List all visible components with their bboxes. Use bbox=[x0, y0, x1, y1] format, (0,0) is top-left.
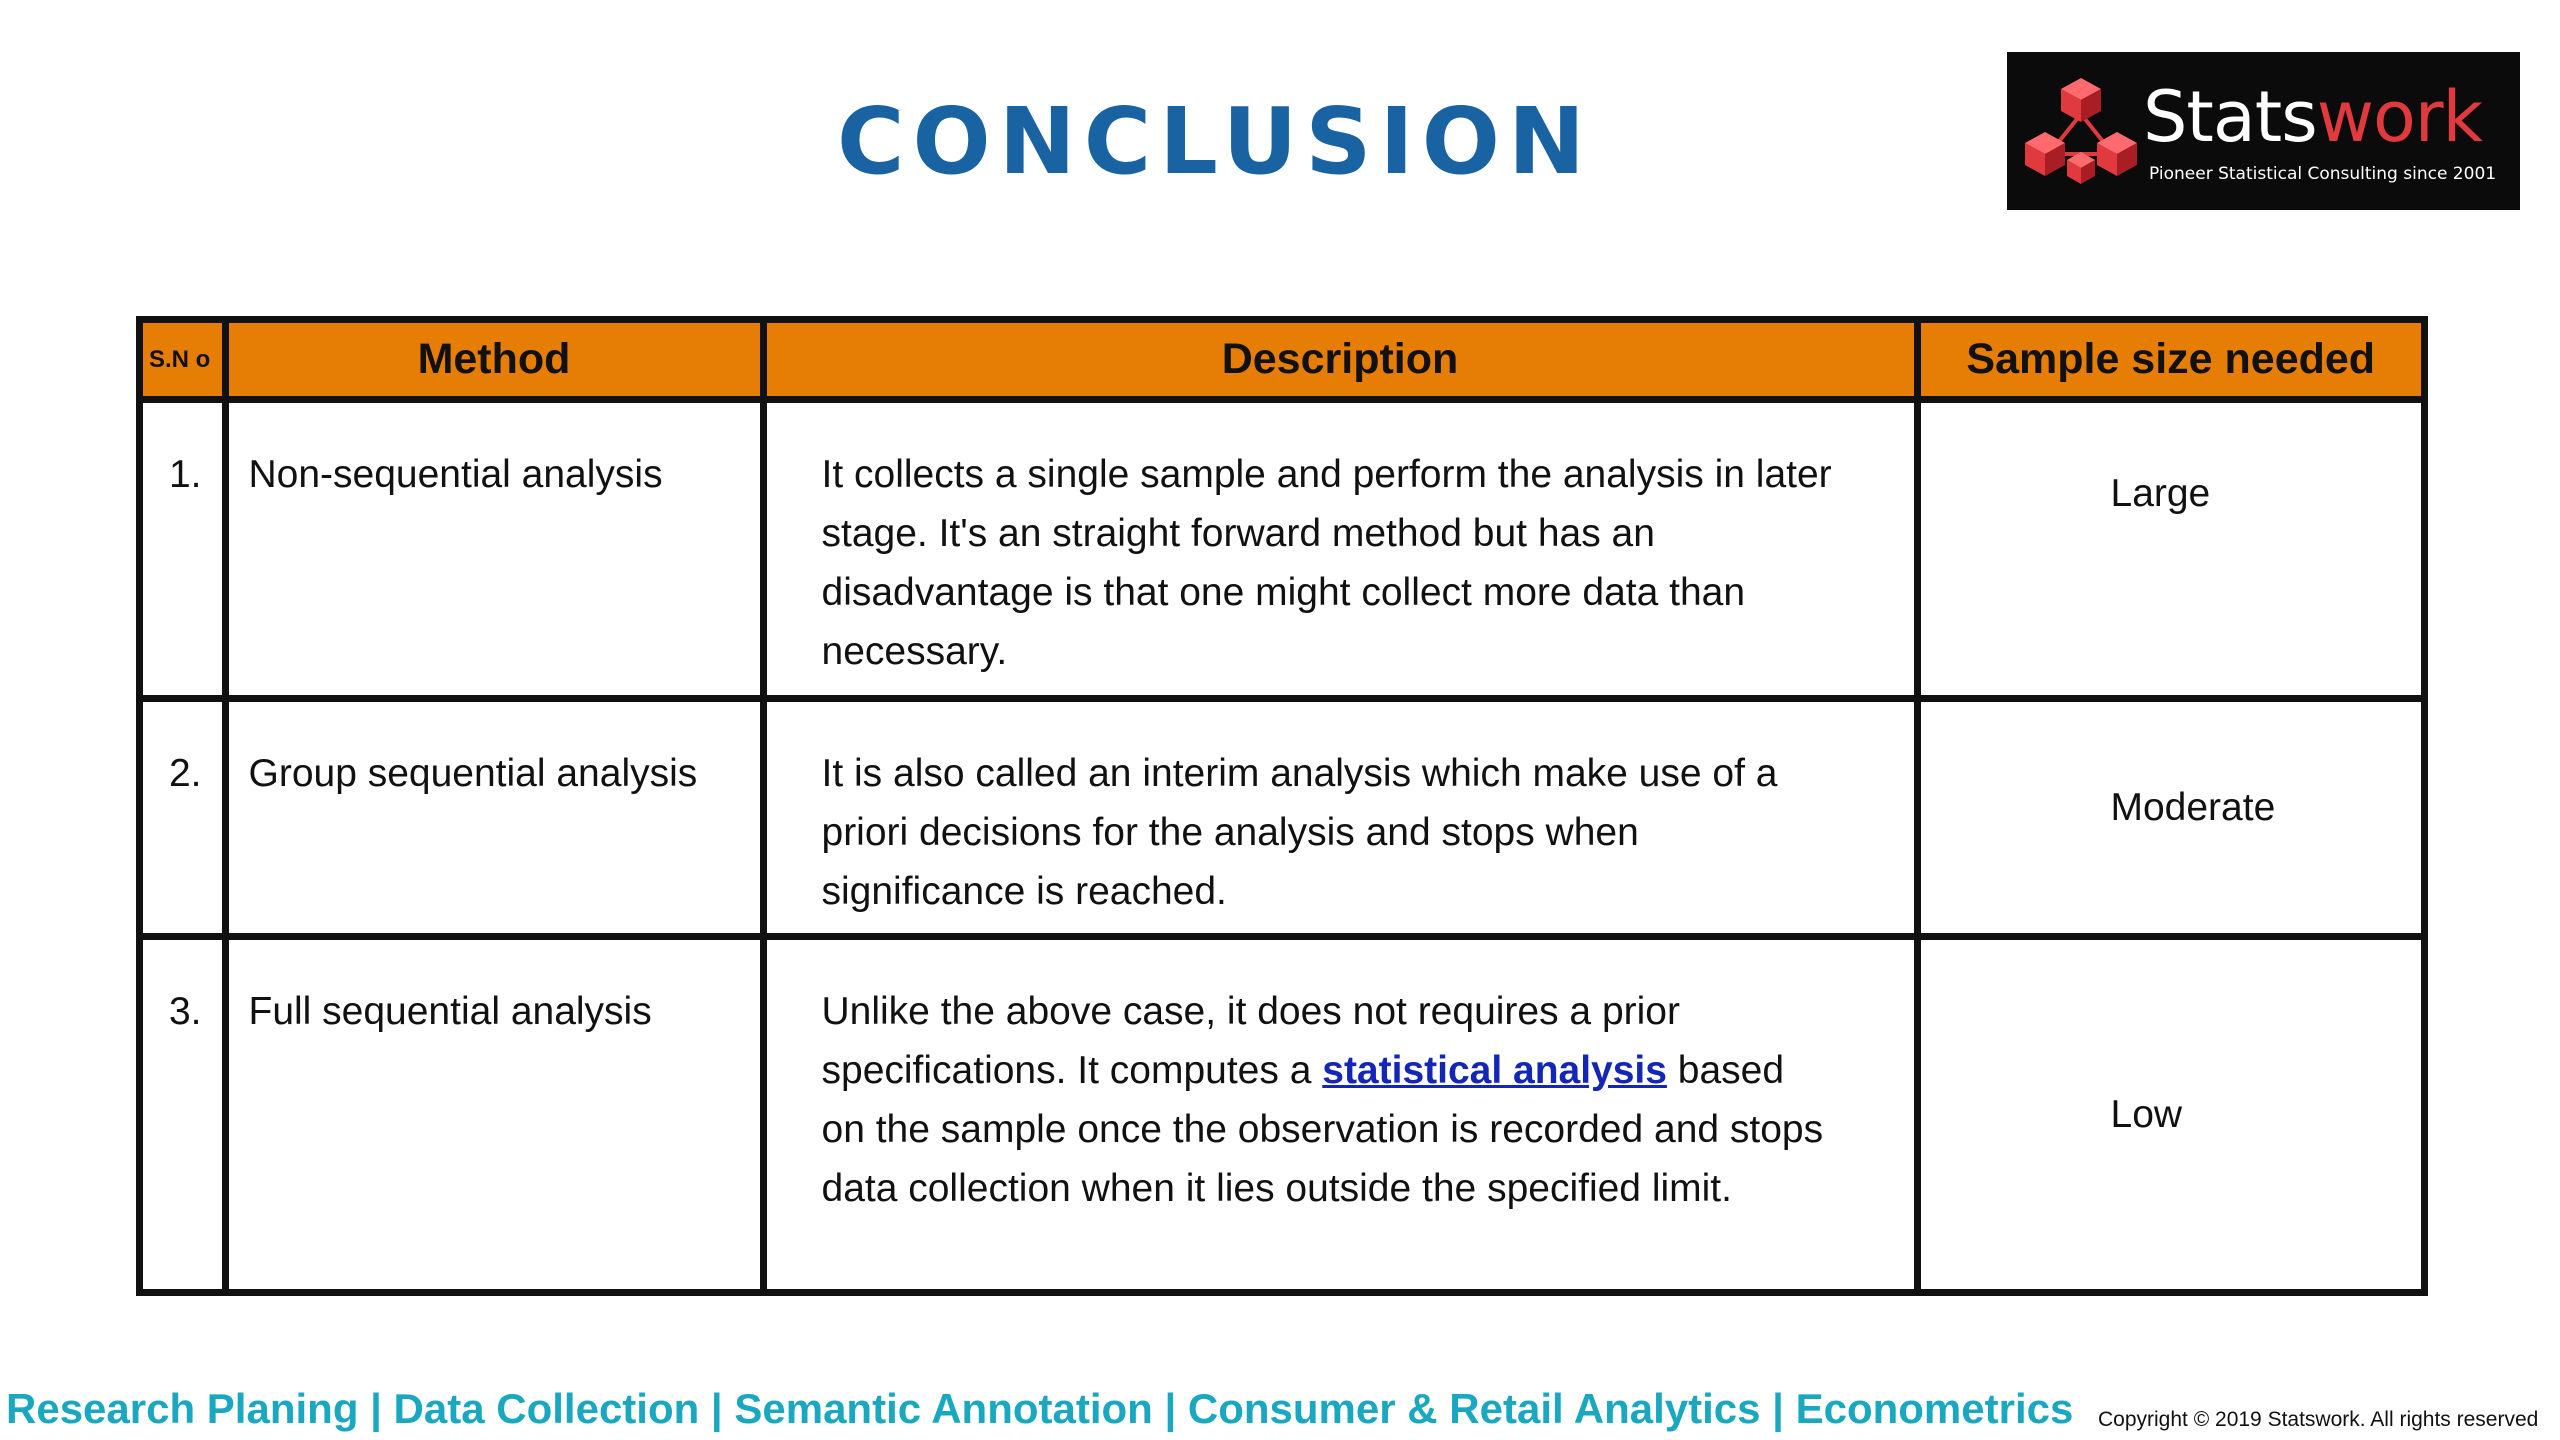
row-description: It is also called an interim analysis which make use of a priori decisions for the analysis and stops when significance is reached. bbox=[763, 698, 1917, 936]
statistical-analysis-link[interactable]: statistical analysis bbox=[1322, 1048, 1667, 1092]
table-row bbox=[143, 400, 2421, 698]
description-text-after: based on the sample once the observation is recorded and stops data collection when it lies outside the specified limit. bbox=[821, 1048, 1824, 1210]
logo-tagline: Pioneer Statistical Consulting since 2001 bbox=[2149, 164, 2497, 184]
logo-wordmark-part2: work bbox=[2316, 76, 2483, 158]
logo-wordmark-part1: Stats bbox=[2143, 76, 2317, 158]
statswork-logo bbox=[2007, 52, 2520, 210]
row-description: It collects a single sample and perform the analysis in later stage. It's an straight forward method but has an disadvantage is that one might collect more data than necessary. bbox=[763, 400, 1917, 698]
methods-table bbox=[136, 316, 2428, 1296]
row-sample-size: Large bbox=[1917, 400, 2421, 698]
slide-title: CONCLUSION bbox=[837, 88, 1593, 195]
header-description: Description bbox=[763, 323, 1917, 400]
row-method: Group sequential analysis bbox=[225, 698, 763, 936]
table-row bbox=[143, 698, 2421, 936]
table-row bbox=[143, 936, 2421, 1289]
row-sn: 2. bbox=[143, 698, 225, 936]
header-sample-size: Sample size needed bbox=[1917, 323, 2421, 400]
logo-wordmark bbox=[2143, 76, 2483, 158]
row-sample-size: Moderate bbox=[1917, 698, 2421, 936]
footer-copyright: Copyright © 2019 Statswork. All rights reserved bbox=[2098, 1408, 2539, 1431]
row-method: Non-sequential analysis bbox=[225, 400, 763, 698]
row-description bbox=[763, 936, 1917, 1289]
header-sn: S.N o bbox=[143, 323, 225, 400]
cube-cluster-icon bbox=[2021, 74, 2141, 194]
row-sample-size: Low bbox=[1917, 936, 2421, 1289]
row-sn: 3. bbox=[143, 936, 225, 1289]
row-method: Full sequential analysis bbox=[225, 936, 763, 1289]
table-header-row bbox=[143, 323, 2421, 400]
description-text-before: Unlike the above case, it does not requires a prior specifications. It computes a bbox=[821, 989, 1680, 1092]
row-sn: 1. bbox=[143, 400, 225, 698]
footer-services: Research Planing | Data Collection | Semantic Annotation | Consumer & Retail Analytics | Econometrics bbox=[6, 1385, 2074, 1432]
header-method: Method bbox=[225, 323, 763, 400]
